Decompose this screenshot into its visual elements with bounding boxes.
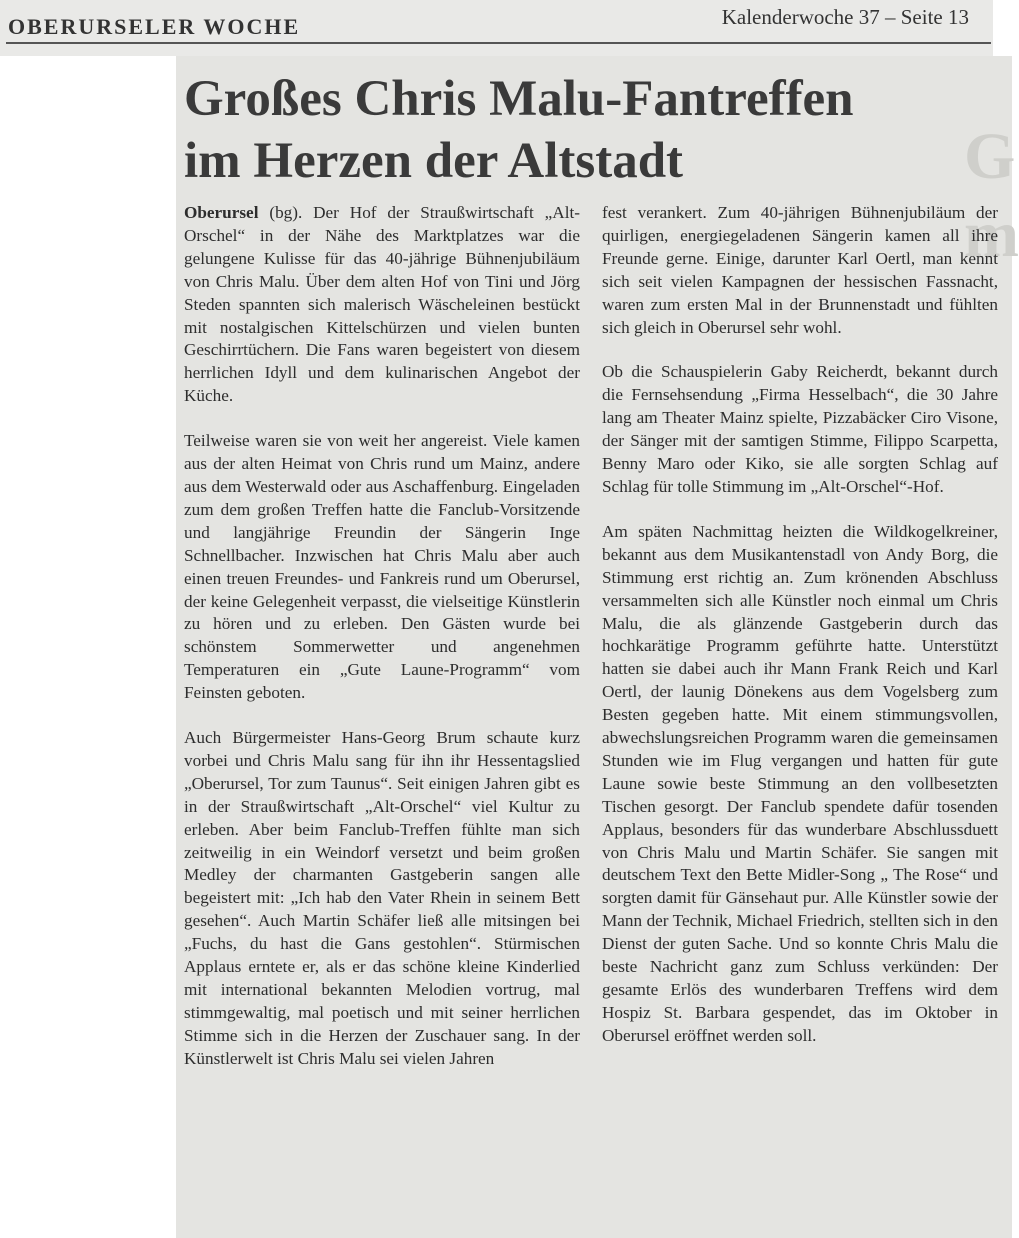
bleed-through-ghost: G m <box>964 120 1019 271</box>
article-paragraph <box>184 202 580 408</box>
article-headline <box>184 68 984 192</box>
article-clipping <box>176 56 1019 1238</box>
publication-name: OBERURSELER WOCHE <box>8 14 301 39</box>
paragraph-text: (bg). Der Hof der Straußwirtschaft „Alt-Orschel“ in der Nähe des Marktplatzes war die gelungene Kulisse für das 40-jährige Bühnenjubiläum von Chris Malu. Über dem alten Hof von Tini und Jörg Steden spannten sich malerisch Wäscheleinen bestückt mit nostalgischen Kittelschürzen und vielen bunten Geschirrtüchern. Die Fans waren begeistert von diesem herrlichen Idyll und dem kulinarischen Angebot der Küche. <box>184 203 580 406</box>
article-paragraph: Ob die Schauspielerin Gaby Reicherdt, bekannt durch die Fernsehsendung „Firma Hesselbach“, die 30 Jahre lang am Theater Mainz spielte, Pizzabäcker Ciro Visone, der Sänger mit der samtigen Stimme, Filippo Scarpetta, Benny Maro oder Kiko, sie alle sorgten Schlag auf Schlag für tolle Stimmung im „Alt-Orschel“-Hof. <box>602 362 998 496</box>
dateline: Oberursel <box>184 203 259 222</box>
article-paragraph: fest verankert. Zum 40-jährigen Bühnenjubiläum der quirligen, energiegeladenen Sängerin kamen all ihre Freunde gerne. Einige, darunter Karl Oertl, man kennt sich seit vielen Kampagnen der hessischen Fassnacht, waren zum ersten Mal in der Brunnenstadt und fühlten sich gleich in Oberursel sehr wohl. <box>602 203 998 337</box>
headline-line-1: Großes Chris Malu-Fantreffen <box>184 71 854 127</box>
masthead-rule <box>6 42 991 44</box>
headline-line-2: im Herzen der Altstadt <box>184 133 684 189</box>
article-column-left <box>184 202 580 1093</box>
masthead <box>0 0 993 56</box>
article-column-right <box>602 202 998 1070</box>
article-paragraph: Teilweise waren sie von weit her angereist. Viele kamen aus der alten Heimat von Chris rund um Mainz, andere aus dem Westerwald oder aus Aschaffenburg. Eingeladen zum dem großen Treffen hatte die Fanclub-Vorsitzende und langjährige Freundin der Sängerin Inge Schnellbacher. Inzwischen hat Chris Malu aber auch einen treuen Freundes- und Fankreis rund um Oberursel, der keine Gelegenheit verpasst, die vielseitige Künstlerin zu hören und zu erleben. Den Gästen wurde bei schönstem Sommerwetter und angenehmen Temperaturen ein „Gute Laune-Programm“ vom Feinsten geboten. <box>184 431 580 703</box>
article-paragraph: Am späten Nachmittag heizten die Wildkogelkreiner, bekannt aus dem Musikantenstadl von Andy Borg, die Stimmung erst richtig an. Zum krönenden Abschluss versammelten sich alle Künstler noch einmal um Chris Malu, die als glänzende Gastgeberin durch das hochkarätige Programm geführte hatte. Unterstützt hatten sie dabei auch ihr Mann Frank Reich und Karl Oertl, der launig Dönekens aus dem Vogelsberg zum Besten gegeben hatte. Mit einem stimmungsvollen, abwechslungsreichen Programm waren die gemeinsamen Stunden wie im Flug vergangen und hatten für gute Laune sowie beste Stimmung an den vollbesetzten Tischen gesorgt. Der Fanclub spendete dafür tosenden Applaus, besonders für das wunderbare Abschlussduett von Chris Malu und Martin Schäfer. Sie sangen mit deutschem Text den Bette Midler-Song „ The Rose“ und sorgten damit für Gänsehaut pur. Alle Künstler sowie der Mann der Technik, Michael Friedrich, stellten sich in den Dienst der guten Sache. Und so konnte Chris Malu die beste Nachricht ganz zum Schluss verkünden: Der gesamte Erlös des wunderbaren Treffens wird dem Hospiz St. Barbara gespendet, das im Oktober in Oberursel eröffnet werden soll. <box>602 521 998 1045</box>
article-paragraph: Auch Bürgermeister Hans-Georg Brum schaute kurz vorbei und Chris Malu sang für ihn ihr Hessentagslied „Oberursel, Tor zum Taunus“. Seit einigen Jahren gibt es in der Straußwirtschaft „Alt-Orschel“ viel Kultur zu erleben. Aber beim Fanclub-Treffen fühlte man sich zeitweilig in ein Weindorf versetzt und beim großen Medley der charmanten Gastgeberin sangen alle begeistert mit: „Ich hab den Vater Rhein in seinem Bett gesehen“. Auch Martin Schäfer ließ alle mitsingen bei „Fuchs, du hast die Gans gestohlen“. Stürmischen Applaus erntete er, als er das schöne kleine Kinderlied mit international bekannten Melodien vortrug, mal stimmgewaltig, mal poetisch und mit seiner herrlichen Stimme sich in die Herzen der Zuschauer sang. In der Künstlerwelt ist Chris Malu sei vielen Jahren <box>184 728 580 1068</box>
page-info: Kalenderwoche 37 – Seite 13 <box>721 5 969 29</box>
